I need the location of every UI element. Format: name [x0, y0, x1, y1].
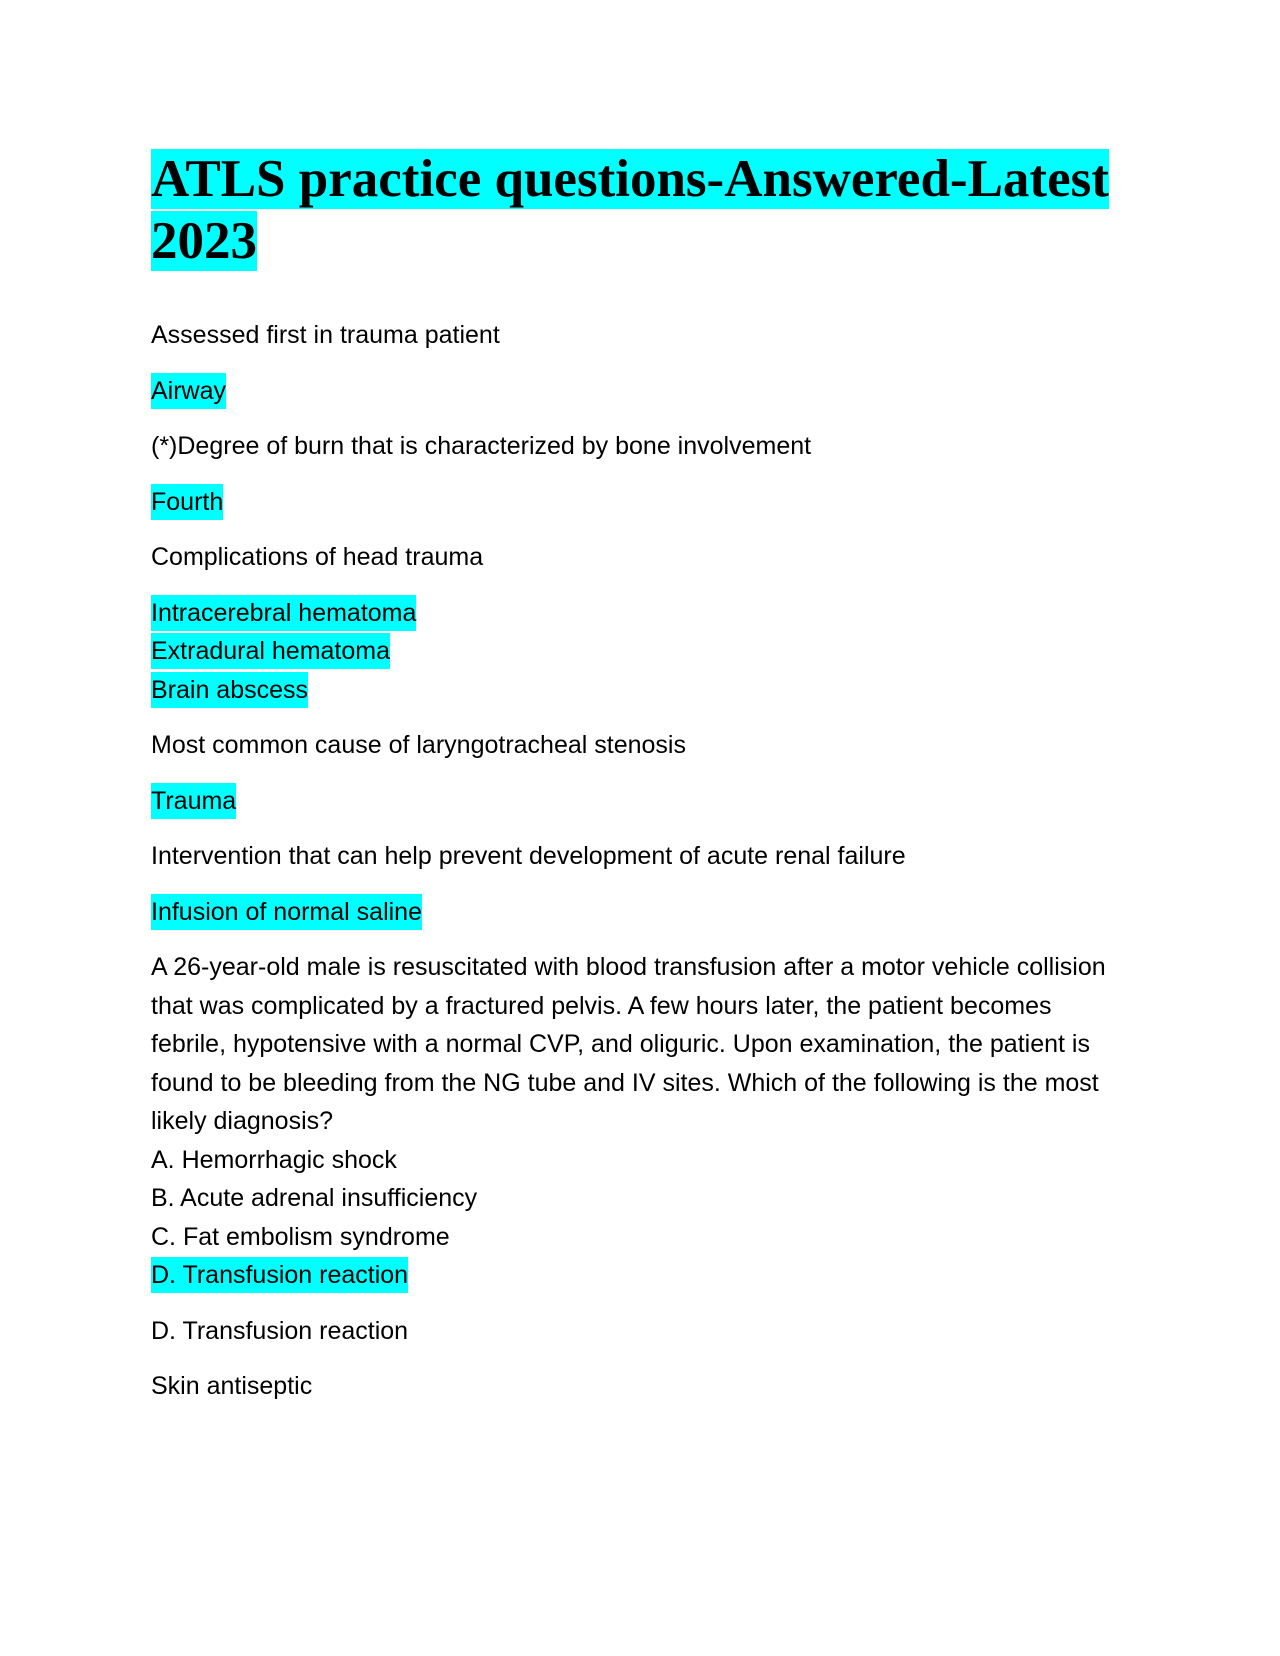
answer-block [151, 782, 1131, 821]
case-question [151, 948, 1131, 1295]
answer-text: Brain abscess [151, 672, 308, 708]
question-text: Complications of head trauma [151, 543, 484, 571]
answer-text: Extradural hematoma [151, 633, 390, 669]
answer-block [151, 483, 1131, 522]
question-text: Skin antiseptic [151, 1372, 313, 1400]
document-title [151, 148, 1131, 272]
answer-block [151, 893, 1131, 932]
answer-text: Intracerebral hematoma [151, 595, 416, 631]
answer-text: Infusion of normal saline [151, 894, 422, 930]
answer-block [151, 372, 1131, 411]
answer-option: B. Acute adrenal insufficiency [151, 1184, 478, 1212]
question-text: (*)Degree of burn that is characterized by bone involvement [151, 432, 812, 460]
answer-text: Fourth [151, 484, 223, 520]
case-question-stem: A 26-year-old male is resuscitated with blood transfusion after a motor vehicle collision that was complicated by a fractured pelvis. A few hours later, the patient becomes febrile, hypotensive with a normal CVP, and oliguric. Upon examination, the patient is found to be bleeding from the NG tube and IV sites. Which of the following is the most likely diagnosis? [151, 953, 1106, 1135]
answer-option: A. Hemorrhagic shock [151, 1145, 397, 1174]
case-answer-text: D. Transfusion reaction [151, 1316, 409, 1345]
correct-answer-option: D. Transfusion reaction [151, 1257, 408, 1293]
document-title-text: ATLS practice questions-Answered-Latest 2023 [151, 150, 1109, 270]
document-content [151, 148, 1131, 1406]
answer-text: Trauma [151, 783, 236, 819]
question-text: Assessed first in trauma patient [151, 321, 500, 349]
answer-text: Airway [151, 373, 226, 409]
question-text: Most common cause of laryngotracheal stenosis [151, 731, 686, 759]
answer-block [151, 594, 1131, 710]
question-text: Intervention that can help prevent development of acute renal failure [151, 842, 906, 870]
answer-option: C. Fat embolism syndrome [151, 1222, 450, 1251]
